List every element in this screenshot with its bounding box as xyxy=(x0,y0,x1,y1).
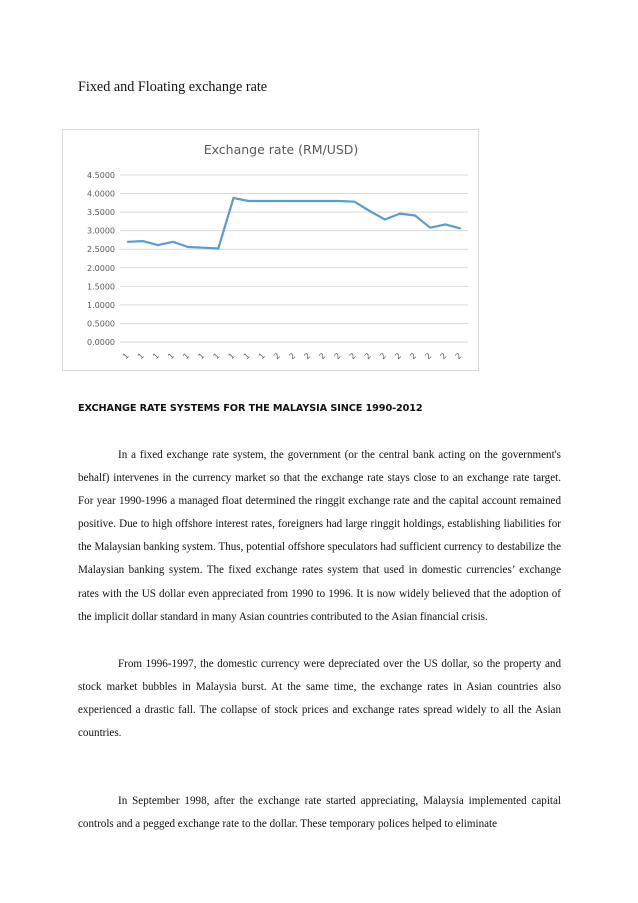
paragraph-2: From 1996-1997, the domestic currency were depreciated over the US dollar, so the property and stock market bubbles in Malaysia burst. At the same time, the exchange rates in Asian countries also experienced a drastic fall. The collapse of stock prices and exchange rates spread widely to all the Asian countries. xyxy=(78,658,561,740)
data-point xyxy=(445,224,447,226)
data-point xyxy=(384,219,386,221)
y-tick-label: 0.0000 xyxy=(87,338,115,347)
data-point xyxy=(278,200,280,202)
x-tick-label: 1 xyxy=(226,351,237,362)
data-point xyxy=(414,215,416,217)
x-tick-label: 1 xyxy=(241,351,252,362)
data-point xyxy=(399,213,401,215)
x-tick-label: 1 xyxy=(181,351,192,362)
page-title: Fixed and Floating exchange rate xyxy=(78,79,268,95)
data-point xyxy=(157,244,159,246)
data-point xyxy=(187,246,189,248)
x-tick-label: 2 xyxy=(453,351,464,362)
series-line xyxy=(128,198,461,249)
data-point xyxy=(248,200,250,202)
data-point xyxy=(263,200,265,202)
x-tick-label: 1 xyxy=(151,351,162,362)
paragraph-1: In a fixed exchange rate system, the government (or the central bank acting on the government's behalf) intervenes in the currency market so that the exchange rate stays close to an exchange rate target. For year 1990-1996 a managed float determined the ringgit exchange rate and the capital account remained positive. Due to high offshore interest rates, foreigners had large ringgit holdings, establishing liabilities for the Malaysian banking system. Thus, potential offshore speculators had sufficient currency to destabilize the Malaysian banking system. The fixed exchange rates system that used in domestic currencies’ exchange rates with the US dollar even appreciated from 1990 to 1996. It is now widely believed that the adoption of the implicit dollar standard in many Asian countries contributed to the Asian financial crisis. xyxy=(78,449,561,623)
y-tick-label: 4.5000 xyxy=(87,171,115,180)
x-tick-label: 1 xyxy=(120,351,131,362)
chart-svg xyxy=(63,130,478,370)
x-tick-label: 2 xyxy=(378,351,388,362)
x-tick-label: 2 xyxy=(393,351,404,362)
y-tick-label: 1.5000 xyxy=(87,282,115,292)
x-tick-label: 2 xyxy=(362,351,373,362)
data-point xyxy=(354,201,356,203)
x-tick-label: 1 xyxy=(256,351,267,362)
y-tick-label: 2.0000 xyxy=(87,263,115,273)
y-tick-label: 3.5000 xyxy=(87,208,115,218)
paragraph-3: In September 1998, after the exchange rate started appreciating, Malaysia implemented capital controls and a pegged exchange rate to the dollar. These temporary polices helped to eliminate xyxy=(78,795,561,831)
x-tick-label: 1 xyxy=(135,351,146,362)
x-tick-label: 1 xyxy=(196,351,207,362)
x-tick-label: 2 xyxy=(332,351,343,362)
data-point xyxy=(429,227,431,229)
x-tick-label: 1 xyxy=(166,351,177,362)
x-tick-label: 1 xyxy=(211,351,222,362)
data-point xyxy=(369,210,371,212)
data-point xyxy=(202,247,204,249)
x-tick-label: 2 xyxy=(272,351,283,362)
exchange-rate-chart xyxy=(62,129,479,371)
x-tick-label: 2 xyxy=(423,351,434,362)
x-tick-label: 2 xyxy=(438,351,449,362)
x-tick-label: 2 xyxy=(302,351,313,362)
x-tick-label: 2 xyxy=(317,351,328,362)
data-point xyxy=(218,248,220,250)
x-tick-label: 2 xyxy=(347,351,358,362)
y-tick-label: 1.0000 xyxy=(87,300,115,310)
data-point xyxy=(460,228,462,230)
chart-title: Exchange rate (RM/USD) xyxy=(203,142,359,157)
data-point xyxy=(339,200,341,202)
y-tick-label: 0.5000 xyxy=(87,319,115,329)
y-tick-label: 2.5000 xyxy=(87,245,115,255)
data-point xyxy=(308,200,310,202)
data-point xyxy=(233,197,235,199)
data-point xyxy=(127,241,129,243)
x-tick-label: 2 xyxy=(287,351,298,362)
section-heading: EXCHANGE RATE SYSTEMS FOR THE MALAYSIA SINCE 1990-2012 xyxy=(78,403,423,414)
data-point xyxy=(323,200,325,202)
data-point xyxy=(293,200,295,202)
y-tick-label: 3.0000 xyxy=(87,226,115,236)
data-point xyxy=(172,241,174,243)
x-tick-label: 2 xyxy=(408,351,419,362)
data-point xyxy=(142,240,144,242)
y-tick-label: 4.0000 xyxy=(87,189,115,199)
